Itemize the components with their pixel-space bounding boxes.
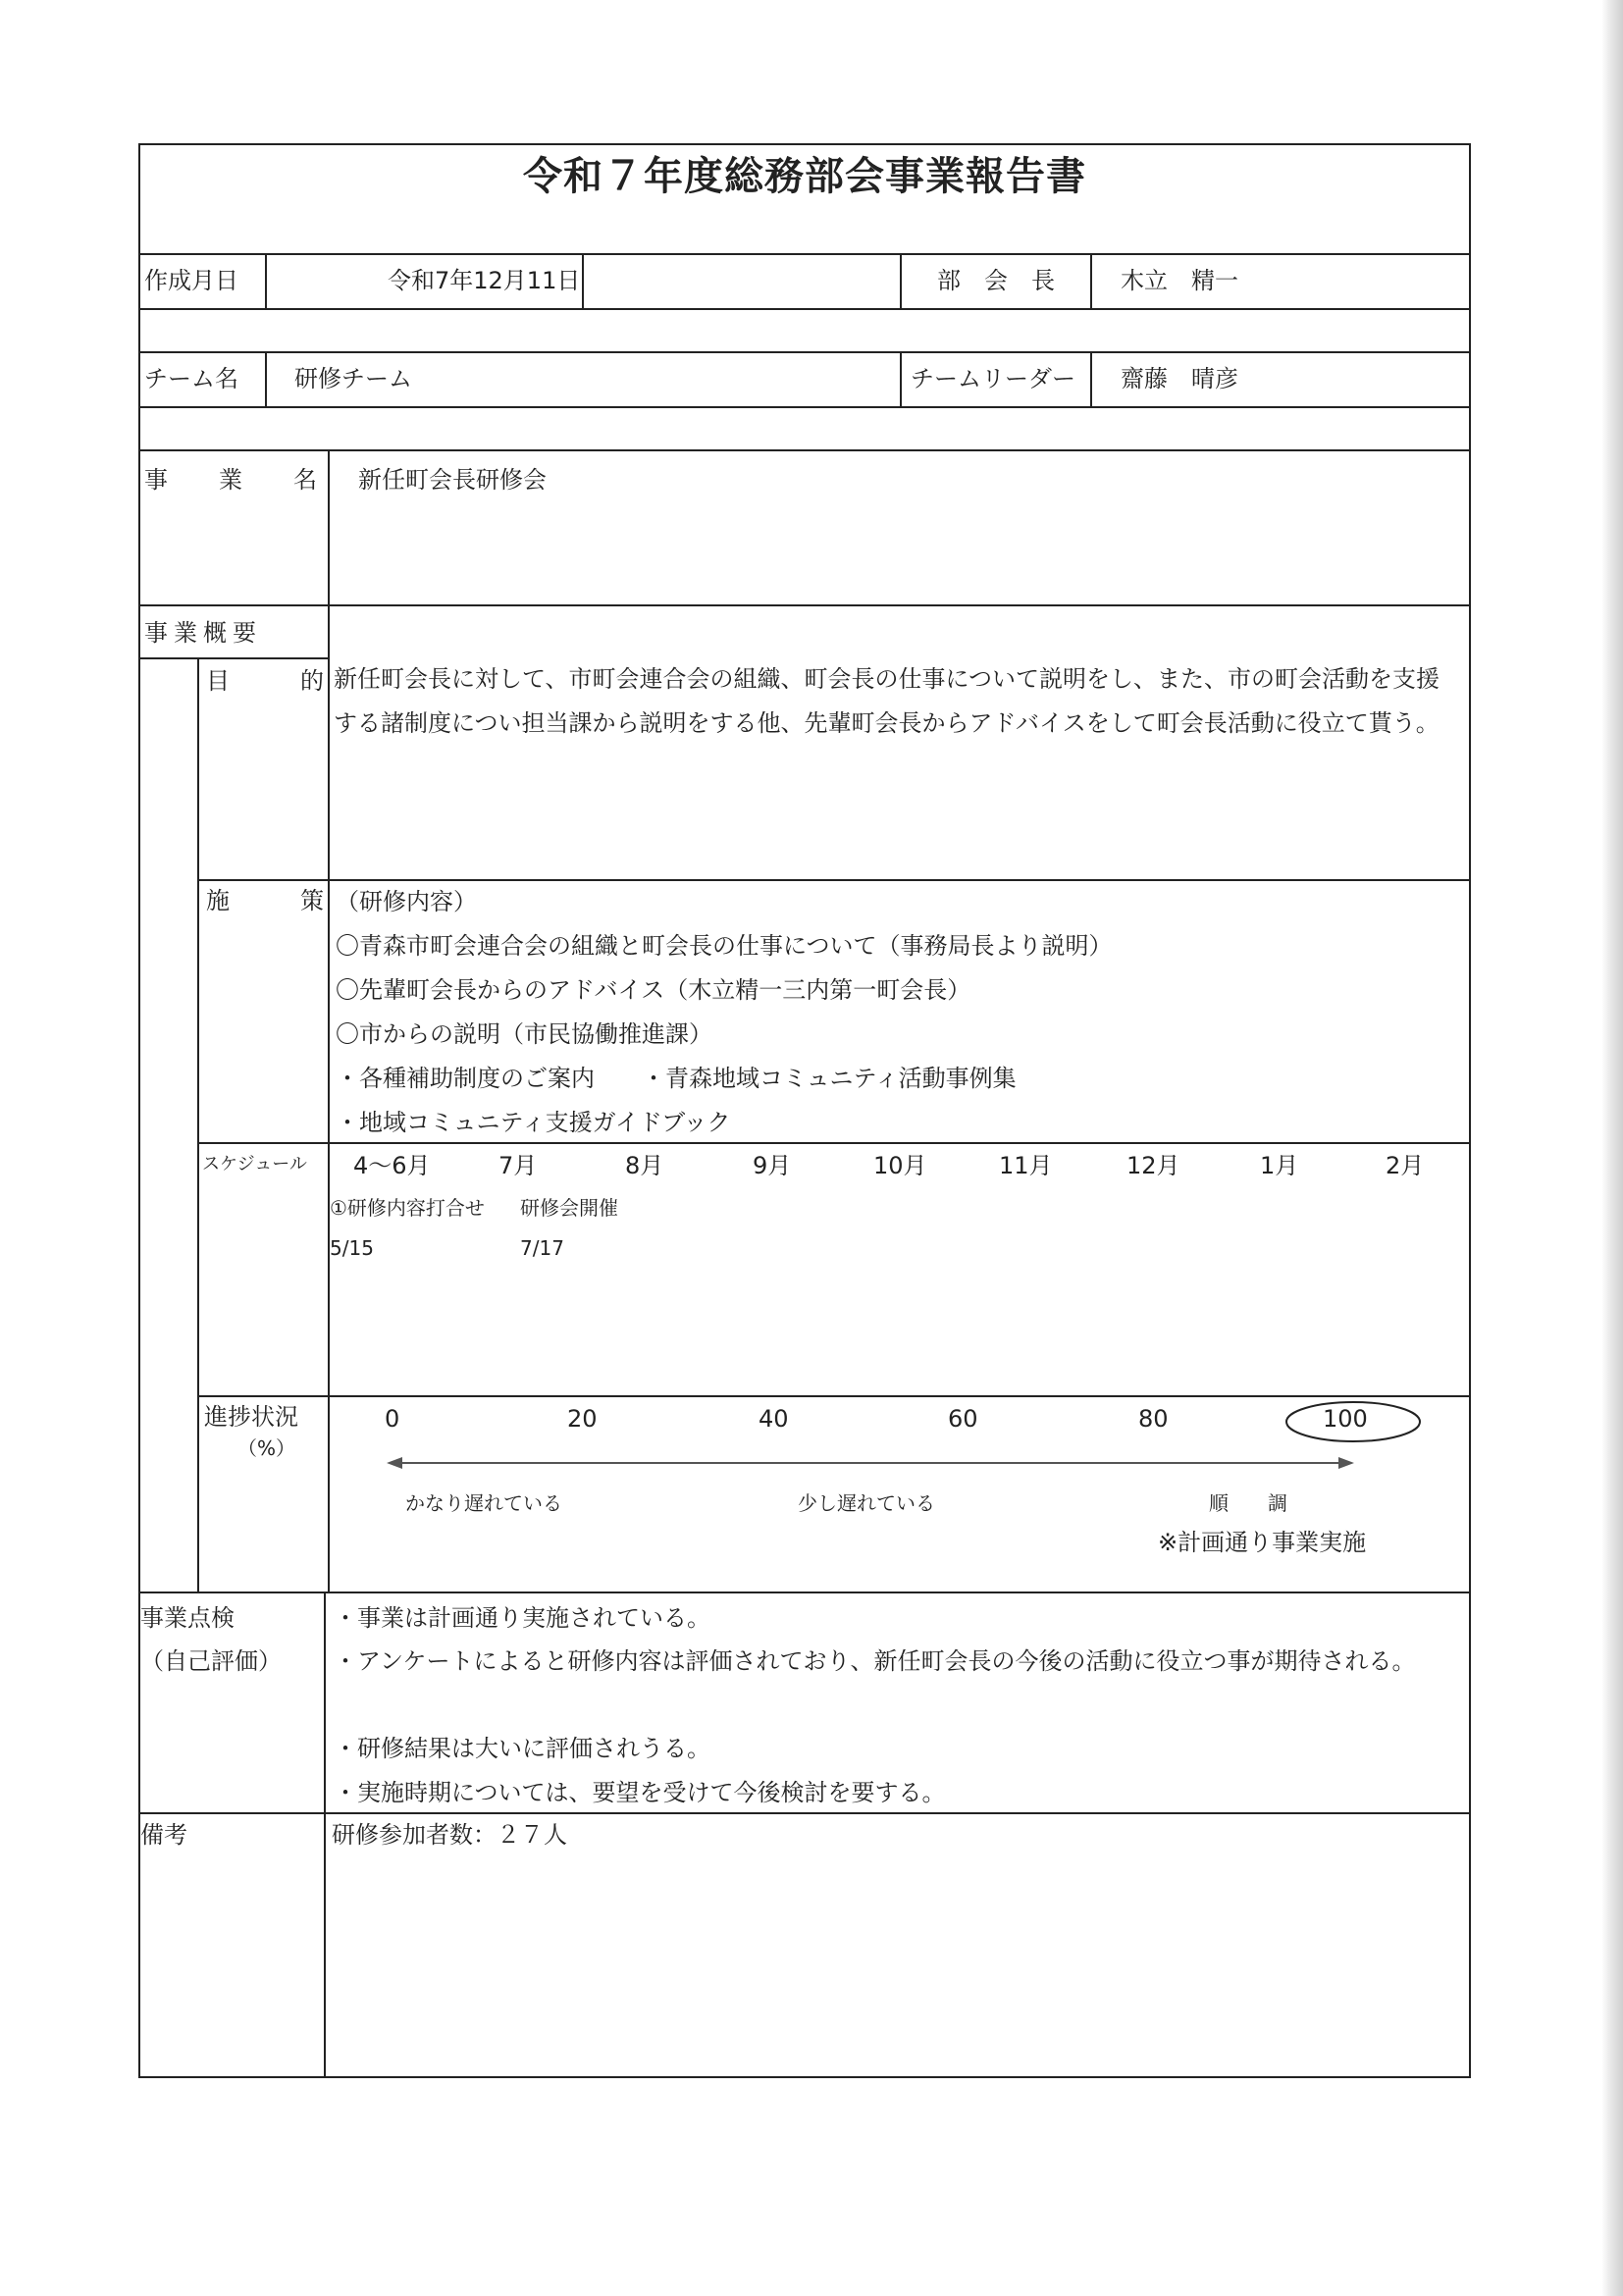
schedule-month: 12月 bbox=[1126, 1152, 1180, 1179]
progress-note: ※計画通り事業実施 bbox=[1158, 1529, 1367, 1556]
review-line: ・アンケートによると研修内容は評価されており、新任町会長の今後の活動に役立つ事が期待される。 bbox=[334, 1647, 1416, 1675]
schedule-event-date: 5/15 bbox=[330, 1236, 374, 1260]
progress-tick: 20 bbox=[567, 1405, 598, 1433]
team-label: チーム名 bbox=[144, 365, 238, 392]
progress-tick: 40 bbox=[759, 1405, 789, 1433]
schedule-month: 1月 bbox=[1260, 1152, 1299, 1179]
schedule-event-date: 7/17 bbox=[520, 1236, 564, 1260]
measure-item: ・各種補助制度のご案内 ・青森地域コミュニティ活動事例集 bbox=[336, 1065, 1017, 1092]
remarks-label: 備考 bbox=[140, 1821, 187, 1849]
page-title: 令和７年度総務部会事業報告書 bbox=[523, 154, 1086, 199]
schedule-month: 7月 bbox=[498, 1152, 538, 1179]
created-date-label: 作成月日 bbox=[144, 267, 238, 294]
divider bbox=[1090, 351, 1092, 408]
progress-state: 少し遅れている bbox=[798, 1491, 935, 1515]
schedule-month: 8月 bbox=[625, 1152, 664, 1179]
review-sublabel: （自己評価） bbox=[140, 1647, 282, 1675]
divider bbox=[900, 351, 902, 408]
progress-label: 進捗状況 bbox=[204, 1403, 298, 1431]
progress-tick: 80 bbox=[1138, 1405, 1169, 1433]
created-date-value: 令和7年12月11日 bbox=[388, 267, 581, 294]
divider bbox=[138, 308, 140, 353]
schedule-month: 9月 bbox=[753, 1152, 792, 1179]
leader-label: チームリーダー bbox=[911, 365, 1075, 392]
measure-item: ・地域コミュニティ支援ガイドブック bbox=[336, 1109, 731, 1136]
purpose-label: 目 的 bbox=[206, 667, 332, 695]
measure-item: 〇青森市町会連合会の組織と町会長の仕事について（事務局長より説明） bbox=[336, 932, 1113, 960]
divider bbox=[324, 1592, 326, 2078]
measure-item: 〇市からの説明（市民協働推進課） bbox=[336, 1020, 712, 1048]
divider bbox=[1469, 406, 1471, 451]
measures-label: 施 策 bbox=[206, 887, 332, 914]
review-line: ・研修結果は大いに評価されうる。 bbox=[334, 1735, 710, 1762]
divider bbox=[197, 657, 199, 1593]
progress-marker bbox=[1286, 1402, 1420, 1441]
project-name: 新任町会長研修会 bbox=[358, 466, 547, 494]
divider bbox=[138, 406, 140, 451]
purpose-text: 新任町会長に対して、市町会連合会の組織、町会長の仕事について説明をし、また、市の町会活動を支援する諸制度につい担当課から説明をする他、先輩町会長からアドバイスをして町会長活動に役立て貰う。 bbox=[334, 665, 1440, 737]
progress-arrow-right-head bbox=[1338, 1457, 1354, 1469]
divider bbox=[1090, 253, 1092, 310]
review-line: ・実施時期については、要望を受けて今後検討を要する。 bbox=[334, 1779, 946, 1806]
schedule-month: 4〜6月 bbox=[353, 1152, 431, 1179]
schedule-month: 10月 bbox=[873, 1152, 927, 1179]
divider bbox=[138, 604, 1471, 606]
review-line: ・事業は計画通り実施されている。 bbox=[334, 1604, 710, 1632]
divider bbox=[138, 1812, 1471, 1814]
measures-list bbox=[336, 880, 1113, 1145]
progress-arrow-left-head bbox=[387, 1457, 402, 1469]
schedule-month: 2月 bbox=[1386, 1152, 1425, 1179]
review-label: 事業点検 bbox=[140, 1604, 235, 1632]
divider bbox=[138, 1592, 1471, 1593]
progress-scale bbox=[330, 1393, 1468, 1501]
leader-name: 齋藤 晴彦 bbox=[1121, 365, 1238, 392]
chair-name: 木立 精一 bbox=[1121, 267, 1238, 294]
divider bbox=[138, 657, 329, 659]
progress-state: 順 調 bbox=[1209, 1491, 1287, 1515]
remarks-value: 研修参加者数：２７人 bbox=[332, 1821, 567, 1849]
measure-item: （研修内容） bbox=[336, 888, 477, 915]
schedule-event-name: ①研修内容打合せ bbox=[330, 1196, 485, 1220]
overview-label: 事業概要 bbox=[144, 619, 262, 647]
measure-item: 〇先輩町会長からのアドバイス（木立精一三内第一町会長） bbox=[336, 976, 971, 1004]
progress-state: かなり遅れている bbox=[405, 1491, 562, 1515]
schedule-event-name: 研修会開催 bbox=[520, 1196, 618, 1220]
progress-tick: 100 bbox=[1323, 1405, 1368, 1433]
divider bbox=[265, 351, 267, 408]
divider bbox=[197, 1142, 1471, 1144]
project-label: 事 業 名 bbox=[144, 466, 331, 494]
chair-label: 部 会 長 bbox=[937, 267, 1055, 294]
divider bbox=[265, 253, 267, 310]
divider bbox=[1469, 308, 1471, 353]
team-name: 研修チーム bbox=[294, 365, 412, 392]
scan-edge-shadow bbox=[1601, 0, 1623, 2296]
progress-tick: 0 bbox=[385, 1405, 400, 1433]
divider bbox=[138, 308, 1471, 310]
schedule-label: スケジュール bbox=[202, 1154, 307, 1174]
progress-tick: 60 bbox=[948, 1405, 978, 1433]
progress-unit: （%） bbox=[237, 1436, 296, 1460]
schedule-month: 11月 bbox=[999, 1152, 1053, 1179]
